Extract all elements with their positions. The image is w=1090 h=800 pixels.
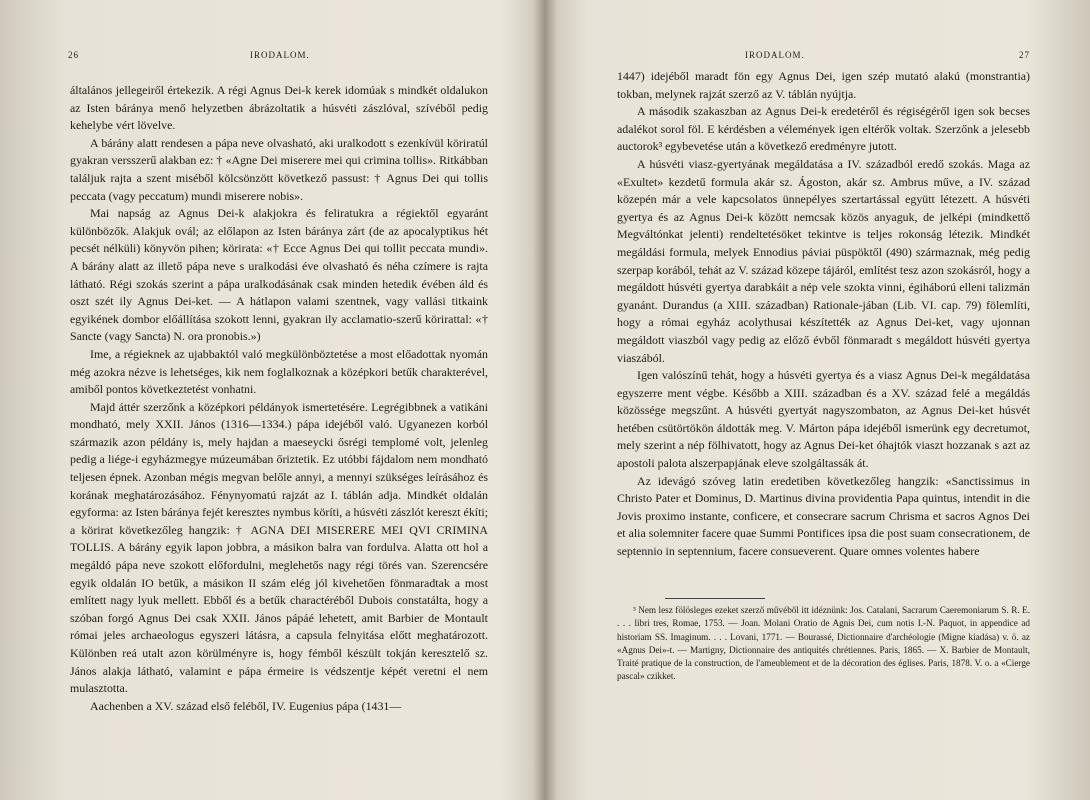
paragraph: A bárány alatt rendesen a pápa neve olvasható, aki uralkodott s ezenkívül köriratúl gyakran versszerű alakban ez: † «Agne Dei miserere mei qui crimina tollis». Ritkábban találjuk rajta a szent miséből kölcsönzött következő passust: † Agnus Dei qui tollis peccata (vagy peccatum) mundi miserere nobis». [70,135,488,203]
right-page-body [617,68,1030,561]
page-number-right: 27 [1019,50,1030,60]
footnote-text: ³ Nem lesz fölösleges ezeket szerző művéből itt idéznünk: Jos. Catalani, Sacrarum Caeremoniarum S. R. E. . . . libri tres, Romae, 1753. — Joan. Molani Oratio de Agnis Dei, cum notis I.-N. Paquot, in appendice ad historiam SS. Imaginum. . . . Lovani, 1771. — Bourassé, Dictionnaire d'archéologie (Migne kiadása) v. ö. az «Agnus Dei»-t. — Martigny, Dictionnaire des antiquités chrétiennes. Paris, 1865. — X. Barbier de Montault, Traité pratique de la construction, de l'ameublement et de la décoration des églises. Paris, 1878. V. o. a «Cierge pascal» czikket. [617,605,1030,682]
right-page [545,0,1090,800]
left-page-body [70,82,488,715]
paragraph: A második szakaszban az Agnus Dei-k eredetéről és régiségéről igen sok becses adalékot sorol föl. E kérdésben a vélemények igen eltérők voltak. Szerzőnk a jelesebb auctorok³ egybevetése után a következő eredményre jutott. [617,104,1030,154]
paragraph: Majd áttér szerzőnk a középkori példányok ismertetésére. Legrégibbnek a vatikáni mondható, mely XXII. János (1316—1334.) pápa idejéből való. Ugyanezen korból származik azon példány is, mely hajdan a maeseycki ősrégi templomé volt, jelenleg pedig a liége-i egyházmegye múzeumában őriztetik. Ez utóbbi fájdalom nem mondható teljesen épnek. Azonban mégis megvan belőle annyi, a mennyi szükséges leírásához és korának meghatározásához. Fénynyomatú rajzát az I. táblán adja. Mindkét oldalán egyforma: az Isten bárányа fejét keresztes nymbus köríti, a húsvéti zászlót kereszt ékíti; a körirat következőleg hangzik: † AGNA DEI MISERERE MEI QVI CRIMINA TOLLIS. A bárány egyik lapon jobbra, a másikon balra van fordulva. Alatta ott hol a megáldó pápa neve szokott előfordulni, meglehetős nagy régi törés van. Szerencsére egyik oldalán IO betűk, a másikon II szám elég jól kivehetően fönmaradtak a most említett nagy lyuk mellett. Ebből és a betűk charactéréből Dubois constatálta, hogy a szóban forgó Agnus Dei csak XXII. János pápáé lehetett, amit Barbier de Montault római jeles archaeologus egyszeri látásra, a capsula felnyitása előtt meghatározott. Különben reá utalt azon körülményre is, hogy fémből készült tokján keresztelő sz. János alakja látható, valamint e pápa érmeire is védszentje képét veretni el nem mulasztotta. [70,399,488,696]
paragraph: Aachenben a XV. század első feléből, IV. Eugenius pápa (1431— [90,698,402,713]
paragraph: általános jellegeiről értekezik. A régi Agnus Dei-k kerek idomúak s mindkét oldalukon az Isten báránya menő helyzetben ábrázoltatik a húsvéti zászlóval, szívéből pedig kehelybe vért lövelve. [70,83,488,133]
paragraph: Igen valószínű tehát, hogy a húsvéti gyertya és a viasz Agnus Dei-k megáldatása egyszerre ment végbe. Később a XIII. században és a XV. század felé a megáldás közössége megszűnt. A húsvéti gyertyát nagyszombaton, az Agnus Dei-ket húsvét hetében csütörtökön áldották meg. V. Márton pápa idejéből ismerünk egy decretumot, mely szerint a nép fölhivatott, hogy az Agnus Dei-ket óhajtók viaszt hozzanak s azt az apostoli palota alszerpapjának eleve szolgáltassák át. [617,368,1030,471]
running-head-left: IRODALOM. [250,50,310,60]
paragraph: Ime, a régieknek az ujabbaktól való megkülönböztetése a most előadottak nyomán még azokra nézve is lehetséges, kik nem foglalkoznak a középkori betűk charakterével, amiből pontos következtetést vonhatni. [70,346,488,397]
footnote-rule [665,598,765,599]
paragraph: Mai napság az Agnus Dei-k alakjokra és feliratukra a régiektől egyaránt különbözők. Alakjuk ovál; az előlapon az Isten báránya zárt (de az apocalyptikus hét pecsét nélküli) könyvön pihen; körirata: «† Ecce Agnus Dei qui tollit peccata mundi». A bárány alatt az illető pápa neve s uralkodási éve olvasható és néha czímere is rajta látható. Régi szokás szerint a pápa uralkodásának csak minden hetedik évében áld és oszt szét ily Agnus Dei-ket. — A hátlapon valami szentnek, vagy vallási titkaink egyikének dombor előállítása szokott lenni, gyakran ily acclamatio-szerű körirattal: «† Sancte (vagy Sancta) N. ora pronobis.») [70,206,488,344]
paragraph: 1447) idejéből maradt fön egy Agnus Dei, igen szép mutató alakú (monstrantia) tokban, melynek rajzát szerző az V. táblán nyújtja. [617,69,1030,101]
paragraph: Az idevágó szóveg latin eredetiben következőleg hangzik: «Sanctissimus in Christo Pater et Dominus, D. Martinus divina providentia Papa quintus, intendit in die Jovis proximo instante, conficere, et consecrare sacrum Chrisma et sacros Agnos Dei et alia solemniter facere quae Summi Pontifices ipsa die post suam consecrationem, de septennio in septennium, facere consueverent. Quare omnes volentes habere [617,473,1030,559]
running-head-right: IRODALOM. [745,50,805,60]
page-number-left: 26 [68,50,79,60]
paragraph: A húsvéti viasz-gyertyának megáldatása a IV. századból eredő szokás. Maga az «Exultet» kezdetű formula akár sz. Ágoston, akár sz. Ambrus műve, a IV. század közepén már a vele kapcsolatos ünnepélyes szertartással együtt létezett. A húsvéti gyertya és az Agnus Dei-k között nemcsak közös anyaguk, de jelképi (mindkettő Megváltónkat jelenti) rendeltetésöket tekintve is teljes rokonság létezik. Mindkét megáldási formula, melyek Ennodius páviai püspöktől (490) származnak, még pedig szerpap korából, tehát az V. század közepe tájáról, említést tesz azon szokásról, hogy a megáldott húsvéti gyertya darabkáit a nép vele szokta vinni, égiháború elleni talizmán gyanánt. Durandus (a XIII. században) Rationale-jában (Lib. VI. cap. 79) fölemlíti, hogy a római egyház acolythusai készítették az Agnus Dei-ket, vagy ujonnan megáldott viaszból vagy pedig az előző évből fönmaradt s megáldott húsvéti gyertya viaszából. [617,156,1030,365]
footnote [617,604,1030,684]
